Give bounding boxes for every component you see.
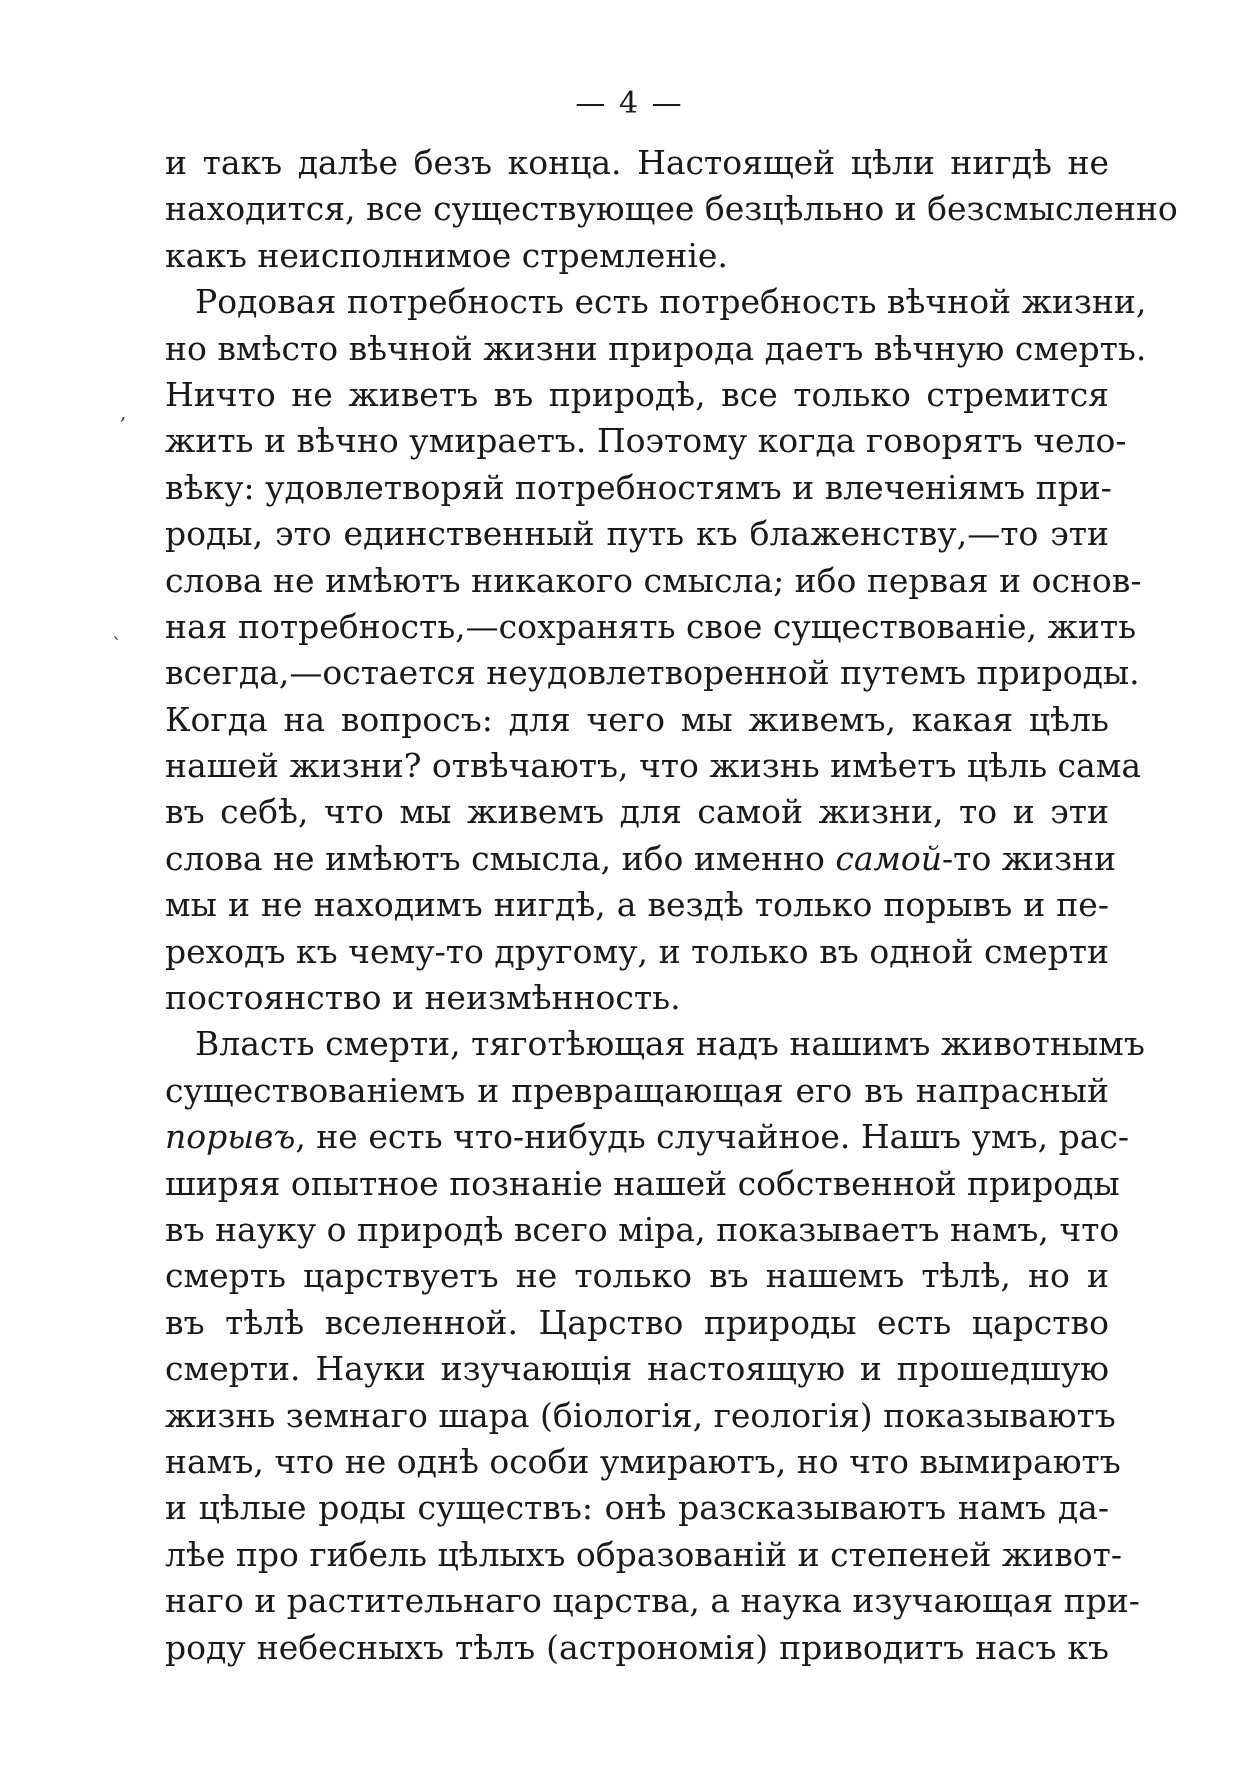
text-line: Власть смерти, тяготѣющая надъ нашимъ животнымъ: [195, 1024, 1145, 1064]
text-line: смерть царствуетъ не только въ нашемъ тѣлѣ, но и: [165, 1256, 1109, 1296]
text-line: существованіемъ и превращающая его въ напрасный: [165, 1070, 1109, 1110]
text-line: мы и не находимъ нигдѣ, а вездѣ только порывъ и пе-: [165, 885, 1109, 925]
text-line: въ науку о природѣ всего міра, показываетъ намъ, что: [165, 1209, 1120, 1249]
text-line: слова не имѣютъ никакого смысла; ибо первая и основ-: [165, 560, 1142, 600]
text-line: жить и вѣчно умираетъ. Поэтому когда говорятъ чело-: [165, 421, 1127, 461]
text-line: въ тѣлѣ вселенной. Царство природы есть царство: [165, 1302, 1109, 1342]
page-number: — 4 —: [575, 86, 684, 121]
text-line: всегда,—остается неудовлетворенной путемъ природы.: [165, 653, 1140, 693]
text-line: постоянство и неизмѣнность.: [165, 978, 681, 1018]
text-line: ширяя опытное познаніе нашей собственной природы: [165, 1163, 1120, 1203]
text-line: какъ неисполнимое стремленіе.: [165, 235, 728, 275]
text-line: и цѣлые роды существъ: онѣ разсказываютъ намъ да-: [165, 1488, 1109, 1528]
text-line: но вмѣсто вѣчной жизни природа даетъ вѣчную смерть.: [165, 328, 1147, 368]
text-segment: , не есть что-нибудь случайное. Нашъ умъ, рас-: [295, 1117, 1130, 1157]
text-segment: слова не имѣютъ смысла, ибо именно: [165, 838, 836, 878]
text-line: Ничто не живетъ въ природѣ, все только стремится: [165, 374, 1109, 414]
text-segment: -то жизни: [942, 838, 1117, 878]
text-line-with-emphasis: [165, 836, 1117, 882]
emphasized-word: самой: [835, 838, 943, 878]
text-line: роды, это единственный путь къ блаженству,—то эти: [165, 514, 1109, 554]
text-line-with-emphasis: [165, 1114, 1130, 1160]
text-line: жизнь земнаго шара (біологія, геологія) показываютъ: [165, 1395, 1116, 1435]
text-line: и такъ далѣе безъ конца. Настоящей цѣли нигдѣ не: [165, 143, 1109, 182]
text-line: намъ, что не однѣ особи умираютъ, но что вымираютъ: [165, 1441, 1121, 1481]
text-line: нашей жизни? отвѣчаютъ, что жизнь имѣетъ цѣль сама: [165, 746, 1142, 786]
emphasized-word: порывъ: [165, 1117, 296, 1157]
text-line: въ себѣ, что мы живемъ для самой жизни, то и эти: [165, 792, 1109, 832]
text-line: наго и растительнаго царства, а наука изучающая при-: [165, 1581, 1140, 1621]
body-text: [165, 140, 1178, 1671]
text-line: находится, все существующее безцѣльно и безсмысленно: [165, 189, 1178, 229]
margin-mark: ,: [120, 400, 127, 424]
text-line: реходъ къ чему-то другому, и только въ одной смерти: [165, 931, 1109, 971]
text-line: лѣе про гибель цѣлыхъ образованій и степеней живот-: [165, 1534, 1123, 1574]
text-line: ная потребность,—сохранять свое существованіе, жить: [165, 606, 1137, 646]
text-line: роду небесныхъ тѣлъ (астрономія) приводитъ насъ къ: [165, 1627, 1109, 1667]
text-line: смерти. Науки изучающія настоящую и прошедшую: [165, 1349, 1109, 1389]
margin-mark: `: [112, 633, 122, 657]
text-line: Когда на вопросъ: для чего мы живемъ, какая цѣль: [165, 699, 1109, 739]
text-line: Родовая потребность есть потребность вѣчной жизни,: [195, 282, 1147, 322]
text-line: вѣку: удовлетворяй потребностямъ и влеченіямъ при-: [165, 467, 1112, 507]
